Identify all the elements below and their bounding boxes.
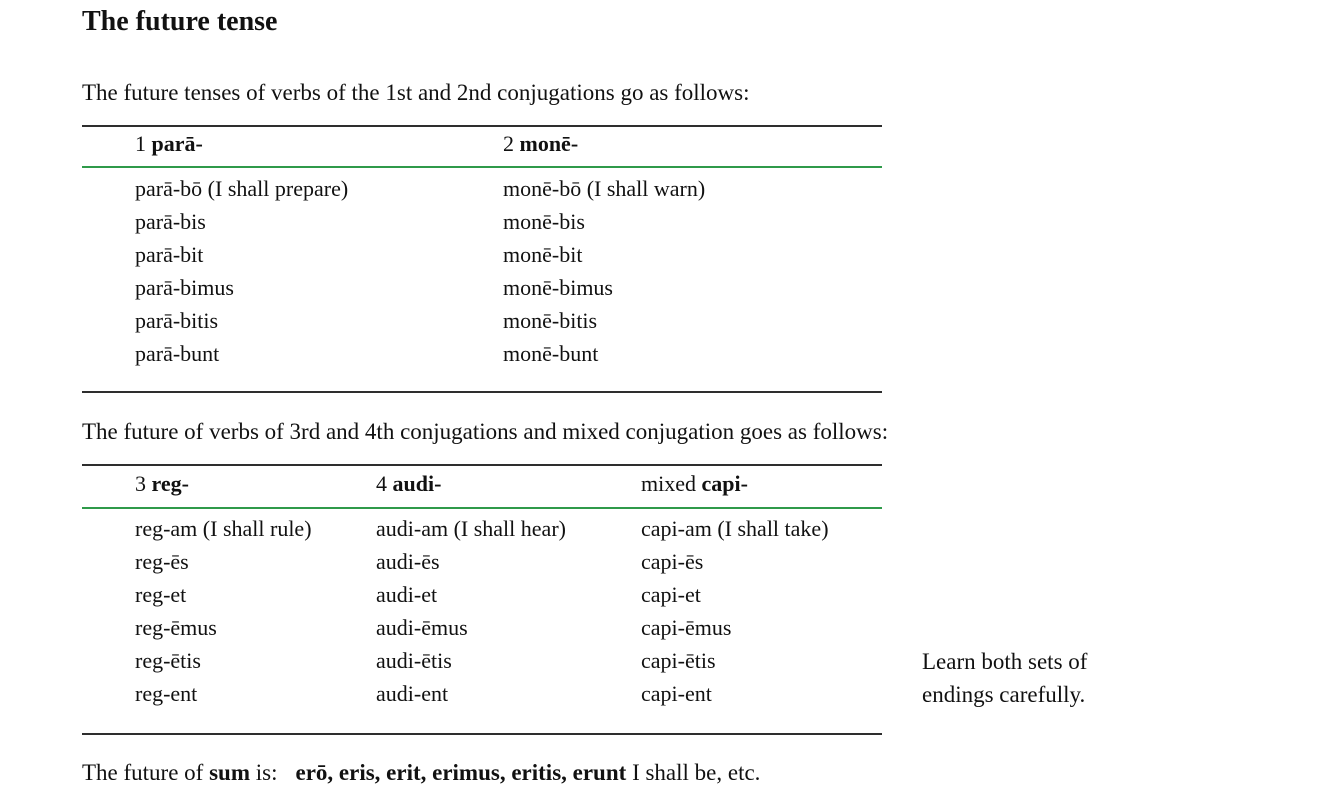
table1-cell: parā-bis [135,209,206,234]
intro-paragraph-1: The future tenses of verbs of the 1st and 2nd conjugations go as follows: [82,80,750,105]
table2-cell: reg-am (I shall rule) [135,516,312,541]
table2-header-rule [82,507,882,509]
table1-cell: parā-bunt [135,341,220,366]
table1-cell: parā-bimus [135,275,234,300]
table1-cell: monē-bis [503,209,585,234]
table1-cell: monē-bitis [503,308,598,333]
sum-word: sum [209,760,250,785]
table2-header-3: 3 reg- [135,471,189,496]
table1-header-rule [82,166,882,168]
table2-cell: reg-ēs [135,549,189,574]
sum-future-line [82,757,760,789]
margin-note-line-1: Learn both sets of [922,649,1088,674]
table1-cell: parā-bit [135,242,204,267]
table1-cell: parā-bō (I shall prepare) [135,176,349,201]
intro-paragraph-2: The future of verbs of 3rd and 4th conjugations and mixed conjugation goes as follows: [82,419,889,444]
table1-header-1: 1 parā- [135,131,203,156]
table2-cell: capi-am (I shall take) [641,516,829,541]
table1-cell: parā-bitis [135,308,219,333]
table2-cell: audi-am (I shall hear) [376,516,566,541]
table2-cell: capi-ent [641,681,712,706]
table2-cell: audi-ētis [376,648,452,673]
table2-cell: audi-ēs [376,549,440,574]
table1-cell: monē-bō (I shall warn) [503,176,706,201]
table2-cell: capi-ēs [641,549,704,574]
table1-top-rule [82,125,882,127]
table2-cell: reg-ētis [135,648,201,673]
sum-prefix: The future of [82,760,204,785]
table2-cell: reg-ēmus [135,615,217,640]
table2-cell: capi-ētis [641,648,716,673]
sum-is: is: [255,760,278,785]
table2-bottom-rule [82,733,882,735]
table2-cell: reg-ent [135,681,198,706]
table2-header-mixed: mixed capi- [641,471,748,496]
margin-note [922,645,1087,711]
table1-cell: monē-bit [503,242,583,267]
table2-cell: capi-ēmus [641,615,732,640]
table2-top-rule [82,464,882,466]
table2-cell: audi-et [376,582,438,607]
table1-bottom-rule [82,391,882,393]
table2-cell: audi-ēmus [376,615,468,640]
table1-header-2: 2 monē- [503,131,579,156]
table2-cell: capi-et [641,582,701,607]
table1-cell: monē-bunt [503,341,599,366]
table2-cell: audi-ent [376,681,449,706]
sum-forms: erō, eris, erit, erimus, eritis, erunt [295,760,627,785]
sum-meaning: I shall be, etc. [632,760,761,785]
table1-cell: monē-bimus [503,275,613,300]
table2-header-4: 4 audi- [376,471,442,496]
margin-note-line-2: endings carefully. [922,682,1086,707]
page-title: The future tense [82,6,278,37]
table2-cell: reg-et [135,582,187,607]
